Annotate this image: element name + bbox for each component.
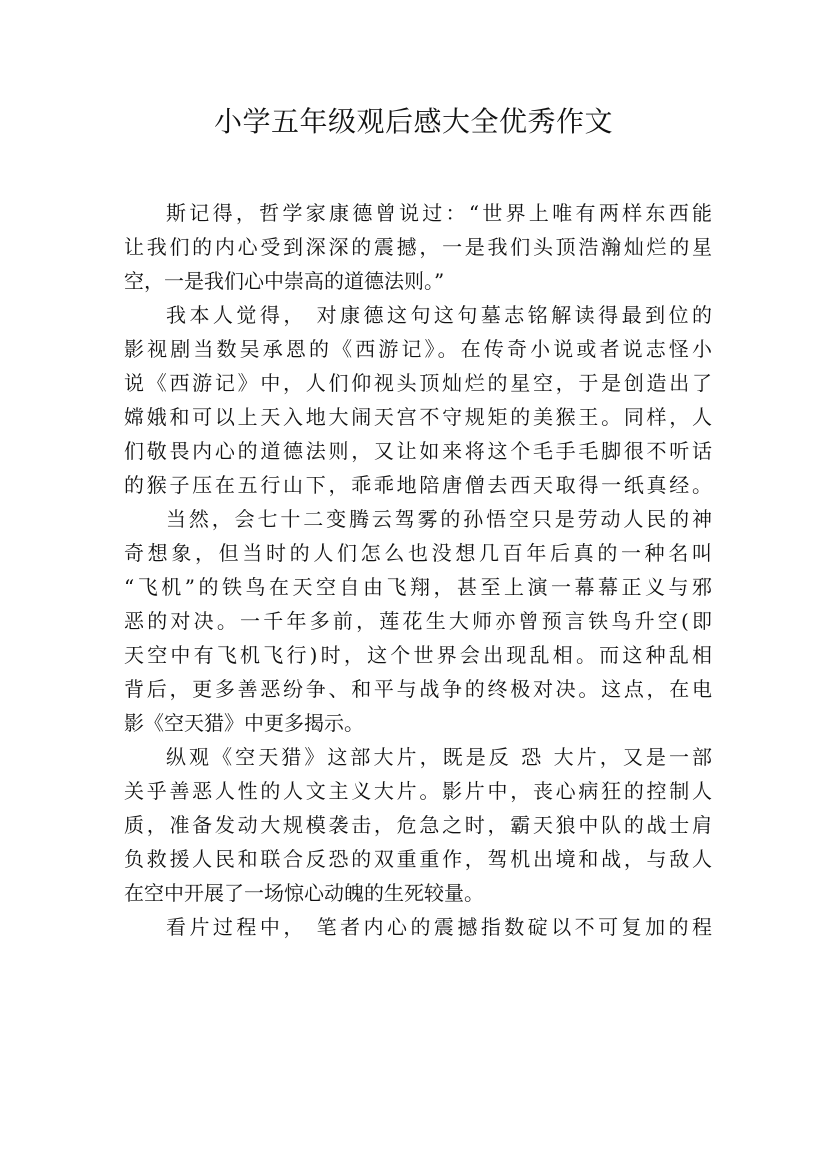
text-line: 说《西游记》中，人们仰视头顶灿烂的星空，于是创造出了 bbox=[124, 371, 712, 395]
paragraph-4 bbox=[124, 740, 712, 910]
text-line: 空，一是我们心中崇高的道德法则。” bbox=[124, 269, 445, 293]
text-line: 奇想象，但当时的人们怎么也没想几百年后真的一种名叫 bbox=[124, 541, 712, 565]
text-line: 恶的对决。一千年多前，莲花生大师亦曾预言铁鸟升空(即 bbox=[124, 609, 712, 633]
paragraph-1 bbox=[124, 196, 712, 298]
text-line: 让我们的内心受到深深的震撼，一是我们头顶浩瀚灿烂的星 bbox=[124, 235, 712, 259]
document-title: 小学五年级观后感大全优秀作文 bbox=[213, 105, 613, 138]
text-line: 质，准备发动大规模袭击，危急之时，霸天狼中队的战士肩 bbox=[124, 813, 712, 837]
text-line: 看片过程中， 笔者内心的震撼指数碇以不可复加的程 bbox=[166, 915, 712, 939]
text-line: 天空中有飞机飞行)时，这个世界会出现乱相。而这种乱相 bbox=[124, 643, 712, 667]
text-line: 的猴子压在五行山下，乖乖地陪唐僧去西天取得一纸真经。 bbox=[124, 473, 712, 497]
text-line: 影《空天猎》中更多揭示。 bbox=[124, 711, 364, 735]
text-line: 们敬畏内心的道德法则，又让如来将这个毛手毛脚很不听话 bbox=[124, 439, 712, 463]
text-line: 影视剧当数吴承恩的《西游记》。在传奇小说或者说志怪小 bbox=[124, 337, 712, 361]
text-line: 斯记得，哲学家康德曾说过：“世界上唯有两样东西能 bbox=[166, 201, 712, 225]
paragraph-3 bbox=[124, 502, 712, 740]
text-line: 背后，更多善恶纷争、和平与战争的终极对决。这点，在电 bbox=[124, 677, 712, 701]
text-line: 负救援人民和联合反恐的双重重作，驾机出境和战，与敌人 bbox=[124, 847, 712, 871]
text-line: 关乎善恶人性的人文主义大片。影片中，丧心病狂的控制人 bbox=[124, 779, 712, 803]
document-body bbox=[124, 196, 712, 944]
text-line: 嫦娥和可以上天入地大闹天宫不守规矩的美猴王。同样，人 bbox=[124, 405, 712, 429]
paragraph-5 bbox=[124, 910, 712, 944]
text-line: 在空中开展了一场惊心动魄的生死较量。 bbox=[124, 881, 484, 905]
text-line: 纵观《空天猎》这部大片，既是反 恐 大片，又是一部 bbox=[166, 745, 712, 769]
text-line: 当然，会七十二变腾云驾雾的孙悟空只是劳动人民的神 bbox=[166, 507, 712, 531]
paragraph-2 bbox=[124, 298, 712, 502]
text-line: “飞机”的铁鸟在天空自由飞翔，甚至上演一幕幕正义与邪 bbox=[124, 575, 712, 599]
text-line: 我本人觉得， 对康德这句这句墓志铭解读得最到位的 bbox=[166, 303, 712, 327]
